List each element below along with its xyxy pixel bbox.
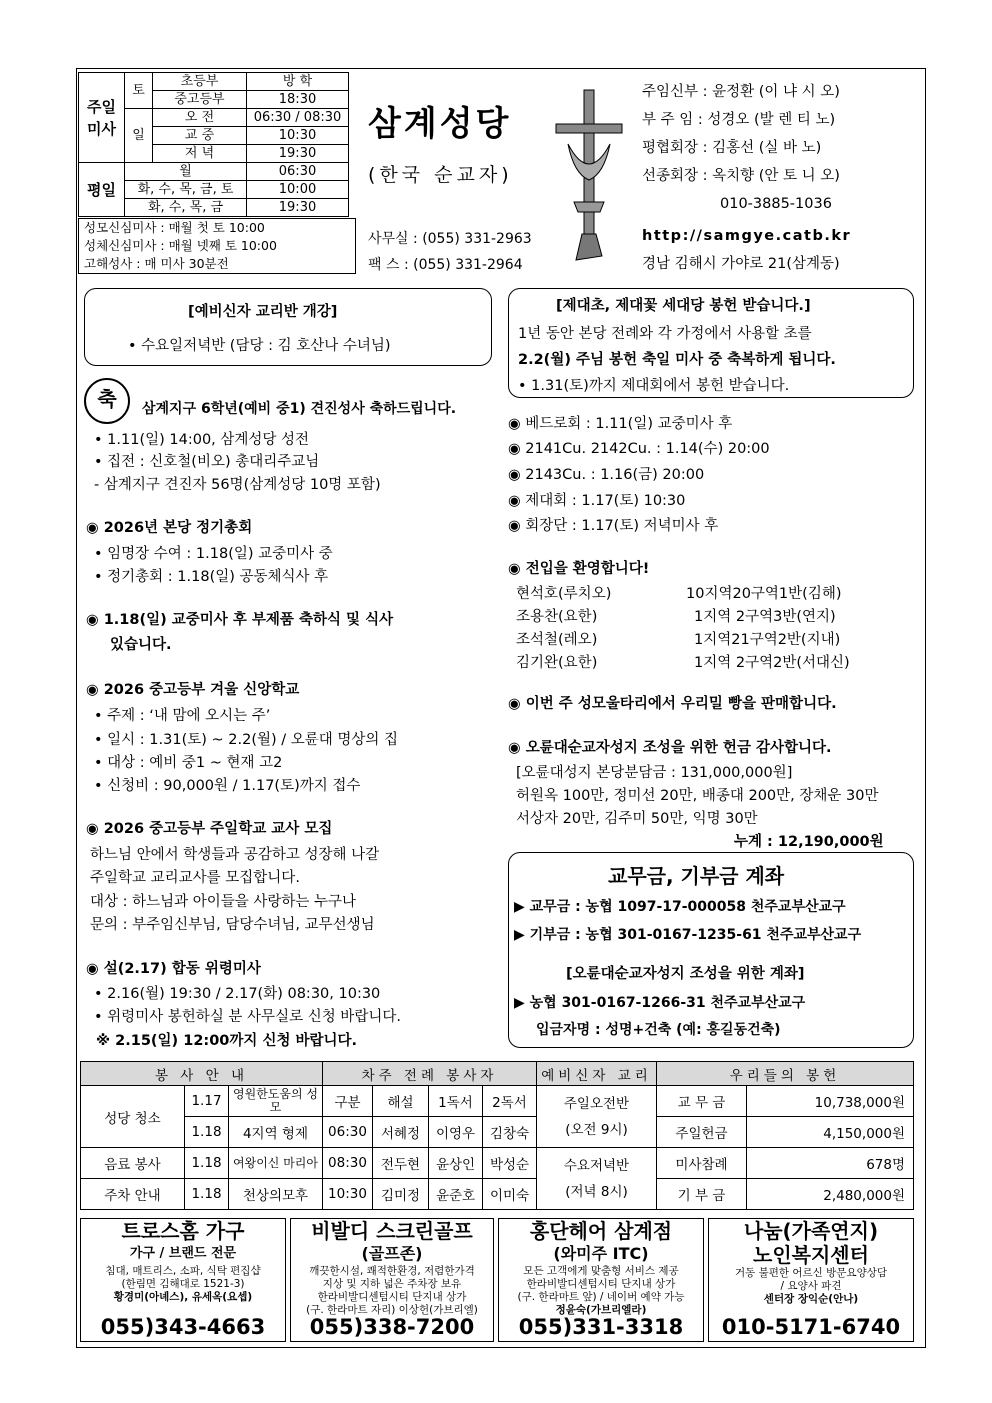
table-cell: 10:30 bbox=[323, 1179, 373, 1210]
table-cell: 055)331-3318 bbox=[518, 1315, 684, 1339]
table-cell: 2,480,000원 bbox=[747, 1179, 914, 1210]
table-cell: 구분 bbox=[323, 1086, 373, 1117]
table-cell: 19:30 bbox=[247, 145, 349, 163]
table-cell: 10,738,000원 bbox=[747, 1086, 914, 1117]
table-cell: 4지역 형제 bbox=[229, 1117, 323, 1148]
table-cell: 거동 불편한 어르신 방문요양상담 bbox=[734, 1267, 887, 1279]
table-cell: 10:00 bbox=[247, 181, 349, 199]
ads-row bbox=[80, 1218, 914, 1342]
table-cell: 중고등부 bbox=[153, 91, 247, 109]
table-cell: 음료 봉사 bbox=[81, 1148, 185, 1179]
table-cell: 센터장 장익순(안나) bbox=[763, 1293, 859, 1305]
service-table bbox=[80, 1061, 914, 1210]
table-cell: 08:30 bbox=[323, 1148, 373, 1179]
welcome-district: 1지역 2구역3반(연지) bbox=[694, 609, 836, 625]
memorial-note: ※ 2.15(일) 12:00까지 신청 바랍니다. bbox=[96, 1033, 358, 1049]
table-cell: 오 전 bbox=[153, 109, 247, 127]
table-cell: (한림면 김해대로 1521-3) bbox=[121, 1278, 245, 1290]
staff-council: 평협회장 : 김홍선 (실 바 노) bbox=[642, 140, 822, 156]
table-cell: 주일헌금 bbox=[657, 1117, 747, 1148]
table-cell: 055)338-7200 bbox=[309, 1315, 475, 1339]
meeting-line: ◉ 회장단 : 1.17(토) 저녁미사 후 bbox=[508, 518, 719, 534]
note-1: 성모신심미사 : 매월 첫 토 10:00 bbox=[84, 220, 265, 235]
table-cell: 010-5171-6740 bbox=[721, 1315, 901, 1339]
note-2: 성체신심미사 : 매월 넷째 토 10:00 bbox=[84, 238, 277, 253]
school-line: • 대상 : 예비 중1 ~ 현재 고2 bbox=[94, 755, 283, 771]
weekday-label: 평일 bbox=[79, 163, 125, 217]
donation-line: [오륜대성지 본당분담금 : 131,000,000원] bbox=[516, 765, 793, 781]
memorial-title: ◉ 설(2.17) 합동 위령미사 bbox=[86, 961, 261, 977]
cross-logo-icon bbox=[546, 84, 632, 270]
meeting-line: ◉ 2141Cu. 2142Cu. : 1.14(수) 20:00 bbox=[508, 441, 770, 457]
table-cell: 한라비발디센텀시티 단지내 상가 bbox=[317, 1291, 467, 1303]
table-cell: 한라비발디센텀시티 단지내 상가 bbox=[526, 1278, 676, 1290]
table-cell: 김창숙 bbox=[483, 1117, 537, 1148]
teacher-line: 하느님 안에서 학생들과 공감하고 성장해 나갈 bbox=[90, 847, 380, 863]
table-cell: 모든 고객에게 맞춤형 서비스 제공 bbox=[523, 1265, 679, 1277]
bread-notice: ◉ 이번 주 성모울타리에서 우리밀 빵을 판매합니다. bbox=[508, 696, 837, 712]
welcome-name: 현석호(루치오) bbox=[516, 586, 612, 602]
table-cell: (와미주 ITC) bbox=[553, 1244, 649, 1263]
table-cell: 화, 수, 목, 금, 토 bbox=[125, 181, 247, 199]
table-cell: (오전 9시) bbox=[565, 1121, 628, 1138]
table-cell: 수요저녁반 bbox=[563, 1157, 630, 1174]
school-title: ◉ 2026 중고등부 겨울 신앙학교 bbox=[86, 682, 300, 698]
table-cell: 깨끗한시설, 쾌적한환경, 저렴한가격 bbox=[309, 1265, 475, 1277]
assembly-line: • 정기총회 : 1.18(일) 공동체식사 후 bbox=[94, 569, 329, 585]
sat-label: 토 bbox=[125, 73, 153, 109]
mass-schedule-table bbox=[78, 72, 349, 217]
church-title: 삼계성당 bbox=[368, 104, 512, 144]
table-cell: 06:30 bbox=[323, 1117, 373, 1148]
table-cell: 트로스홈 가구 bbox=[121, 1219, 245, 1243]
table-cell: 월 bbox=[125, 163, 247, 181]
table-cell: 나눔(가족연지) bbox=[743, 1219, 879, 1243]
welcome-name: 조용찬(요한) bbox=[516, 609, 598, 625]
donation-line: 허원옥 100만, 정미선 20만, 배종대 200만, 장채운 30만 bbox=[516, 788, 879, 804]
table-cell: 저 녁 bbox=[153, 145, 247, 163]
memorial-line: • 2.16(월) 19:30 / 2.17(화) 08:30, 10:30 bbox=[94, 986, 381, 1002]
confirm-title: 삼계지구 6학년(예비 중1) 견진성사 축하드립니다. bbox=[142, 401, 457, 417]
table-cell: 가구 / 브랜드 전문 bbox=[129, 1246, 237, 1261]
assembly-title: ◉ 2026년 본당 정기총회 bbox=[86, 520, 253, 536]
table-cell: 천상의모후 bbox=[229, 1179, 323, 1210]
table-cell: 1.18 bbox=[185, 1179, 229, 1210]
table-cell: (구. 한라마트 앞) / 네이버 예약 가능 bbox=[517, 1291, 685, 1303]
meeting-line: ◉ 베드로회 : 1.11(일) 교중미사 후 bbox=[508, 416, 733, 432]
table-cell: 주일오전반 bbox=[563, 1095, 630, 1112]
staff-pastor: 주임신부 : 윤정환 (이 냐 시 오) bbox=[642, 84, 840, 100]
school-line: • 신청비 : 90,000원 / 1.17(토)까지 접수 bbox=[94, 778, 361, 794]
account-title: 교무금, 기부금 계좌 bbox=[608, 864, 785, 888]
table-cell: 예비신자 교리 bbox=[537, 1062, 657, 1086]
donation-total: 누계 : 12,190,000원 bbox=[734, 834, 884, 850]
table-cell: 1.18 bbox=[185, 1148, 229, 1179]
teacher-line: 대상 : 하느님과 아이들을 사랑하는 누구나 bbox=[90, 894, 357, 910]
shrine-account: ▶ 농협 301-0167-1266-31 천주교부산교구 bbox=[514, 995, 806, 1011]
table-cell: 영원한도움의 성모 bbox=[229, 1086, 323, 1117]
table-cell: 기 부 금 bbox=[657, 1179, 747, 1210]
table-cell: 비발디 스크린골프 bbox=[311, 1219, 473, 1243]
table-cell: / 요양사 파견 bbox=[780, 1280, 842, 1292]
table-cell: (구. 한라마트 자리) 이상헌(가브리엘) bbox=[306, 1304, 478, 1316]
table-cell: 19:30 bbox=[247, 199, 349, 217]
ad-golf bbox=[290, 1218, 494, 1342]
table-cell: 정윤숙(가브리엘라) bbox=[555, 1304, 647, 1316]
table-cell: 윤준호 bbox=[429, 1179, 483, 1210]
confirm-line: - 삼계지구 견진자 56명(삼계성당 10명 포함) bbox=[94, 477, 381, 493]
table-cell: 홍단헤어 삼계점 bbox=[529, 1219, 673, 1243]
account-line: ▶ 교무금 : 농협 1097-17-000058 천주교부산교구 bbox=[514, 899, 846, 915]
ad-furniture bbox=[80, 1218, 286, 1342]
table-cell: 노인복지센터 bbox=[753, 1243, 869, 1267]
teacher-title: ◉ 2026 중고등부 주일학교 교사 모집 bbox=[86, 821, 333, 837]
teacher-line: 문의 : 부주임신부님, 담당수녀님, 교무선생님 bbox=[90, 917, 375, 933]
welcome-district: 1지역21구역2반(지내) bbox=[694, 632, 841, 648]
catechumen-title: [예비신자 교리반 개강] bbox=[188, 304, 338, 320]
celebrate-icon: 축 bbox=[84, 378, 130, 424]
memorial-line: • 위령미사 봉헌하실 분 사무실로 신청 바랍니다. bbox=[94, 1009, 401, 1025]
fax: 팩 스 : (055) 331-2964 bbox=[368, 257, 523, 273]
candle-title: [제대초, 제대꽃 세대당 봉헌 받습니다.] bbox=[556, 298, 811, 314]
table-cell: 우리들의 봉헌 bbox=[657, 1062, 914, 1086]
confirm-line: • 집전 : 신호철(비오) 총대리주교님 bbox=[94, 454, 320, 470]
table-cell: 주차 안내 bbox=[81, 1179, 185, 1210]
table-cell: 지상 및 지하 넓은 주차장 보유 bbox=[322, 1278, 462, 1290]
church-subtitle: (한국 순교자) bbox=[368, 164, 513, 186]
table-cell: 여왕이신 마리아 bbox=[229, 1148, 323, 1179]
staff-funeral: 선종회장 : 옥치향 (안 토 니 오) bbox=[642, 168, 840, 184]
table-cell: 성당 청소 bbox=[81, 1086, 185, 1148]
candle-line: • 1.31(토)까지 제대회에서 봉헌 받습니다. bbox=[518, 378, 790, 394]
welcome-district: 1지역 2구역2반(서대신) bbox=[694, 655, 850, 671]
table-cell: 화, 수, 목, 금 bbox=[125, 199, 247, 217]
donation-line: 서상자 20만, 김주미 50만, 익명 30만 bbox=[516, 811, 758, 827]
table-cell: 06:30 bbox=[247, 163, 349, 181]
table-cell: 전두현 bbox=[373, 1148, 429, 1179]
table-cell: 미사참례 bbox=[657, 1148, 747, 1179]
donation-title: ◉ 오륜대순교자성지 조성을 위한 헌금 감사합니다. bbox=[508, 740, 832, 756]
table-cell: 김미정 bbox=[373, 1179, 429, 1210]
table-cell: 055)343-4663 bbox=[100, 1315, 266, 1339]
office-phone: 사무실 : (055) 331-2963 bbox=[368, 231, 532, 247]
shrine-note: 입금자명 : 성명+건축 (예: 홍길동건축) bbox=[536, 1022, 781, 1038]
table-cell: 침대, 매트리스, 소파, 식탁 편집샵 bbox=[105, 1265, 261, 1277]
candle-line: 2.2(월) 주님 봉헌 축일 미사 중 축복하게 됩니다. bbox=[518, 352, 836, 368]
table-cell: (골프존) bbox=[361, 1244, 423, 1263]
catechumen-line: • 수요일저녁반 (담당 : 김 호산나 수녀님) bbox=[128, 338, 391, 354]
table-cell: 이미숙 bbox=[483, 1179, 537, 1210]
website-link[interactable]: http://samgye.catb.kr bbox=[642, 228, 852, 244]
table-cell: 박성순 bbox=[483, 1148, 537, 1179]
table-cell: 1.17 bbox=[185, 1086, 229, 1117]
sunday-mass-label: 주일 미사 bbox=[79, 73, 125, 163]
table-cell: 초등부 bbox=[153, 73, 247, 91]
table-cell: 방 학 bbox=[247, 73, 349, 91]
table-cell: 봉 사 안 내 bbox=[81, 1062, 323, 1086]
meeting-line: ◉ 제대회 : 1.17(토) 10:30 bbox=[508, 493, 686, 509]
table-cell: 해설 bbox=[373, 1086, 429, 1117]
table-cell: 서혜정 bbox=[373, 1117, 429, 1148]
assembly-line: • 임명장 수여 : 1.18(일) 교중미사 중 bbox=[94, 546, 333, 562]
note-3: 고해성사 : 매 미사 30분전 bbox=[84, 256, 229, 271]
table-cell: 교 무 금 bbox=[657, 1086, 747, 1117]
table-cell: 교 중 bbox=[153, 127, 247, 145]
table-cell: (저녁 8시) bbox=[565, 1183, 628, 1200]
table-cell: 06:30 / 08:30 bbox=[247, 109, 349, 127]
school-line: • 일시 : 1.31(토) ~ 2.2(월) / 오륜대 명상의 집 bbox=[94, 732, 399, 748]
welcome-title: ◉ 전입을 환영합니다! bbox=[508, 561, 650, 577]
staff-phone: 010-3885-1036 bbox=[720, 196, 832, 212]
sun-label: 일 bbox=[125, 109, 153, 163]
table-cell: 차주 전례 봉사자 bbox=[323, 1062, 537, 1086]
school-line: • 주제 : ‘내 맘에 오시는 주’ bbox=[94, 708, 271, 724]
teacher-line: 주일학교 교리교사를 모집합니다. bbox=[90, 870, 300, 886]
ad-hair bbox=[498, 1218, 704, 1342]
welcome-district: 10지역20구역1반(김해) bbox=[686, 586, 842, 602]
table-cell: 18:30 bbox=[247, 91, 349, 109]
ad-welfare bbox=[708, 1218, 914, 1342]
candle-line: 1년 동안 본당 전례와 각 가정에서 사용할 초를 bbox=[518, 326, 812, 342]
table-cell: 1.18 bbox=[185, 1117, 229, 1148]
account-line: ▶ 기부금 : 농협 301-0167-1235-61 천주교부산교구 bbox=[514, 927, 862, 943]
shrine-title: [오륜대순교자성지 조성을 위한 계좌] bbox=[566, 966, 805, 982]
table-cell: 2독서 bbox=[483, 1086, 537, 1117]
confirm-line: • 1.11(일) 14:00, 삼계성당 성전 bbox=[94, 432, 310, 448]
deacon-title: ◉ 1.18(일) 교중미사 후 부제품 축하식 및 식사 bbox=[86, 612, 394, 628]
welcome-name: 김기완(요한) bbox=[516, 655, 598, 671]
table-cell: 678명 bbox=[747, 1148, 914, 1179]
table-cell: 황경미(아녜스), 유세옥(요셉) bbox=[113, 1291, 253, 1303]
table-cell: 윤상인 bbox=[429, 1148, 483, 1179]
table-cell: 이영우 bbox=[429, 1117, 483, 1148]
table-cell: 10:30 bbox=[247, 127, 349, 145]
table-cell: 1독서 bbox=[429, 1086, 483, 1117]
meeting-line: ◉ 2143Cu. : 1.16(금) 20:00 bbox=[508, 467, 705, 483]
staff-assistant: 부 주 임 : 성경오 (발 렌 티 노) bbox=[642, 112, 836, 128]
table-cell: 4,150,000원 bbox=[747, 1117, 914, 1148]
address: 경남 김해시 가야로 21(삼계동) bbox=[642, 256, 840, 272]
deacon-title-2: 있습니다. bbox=[110, 637, 172, 653]
welcome-name: 조석철(레오) bbox=[516, 632, 598, 648]
